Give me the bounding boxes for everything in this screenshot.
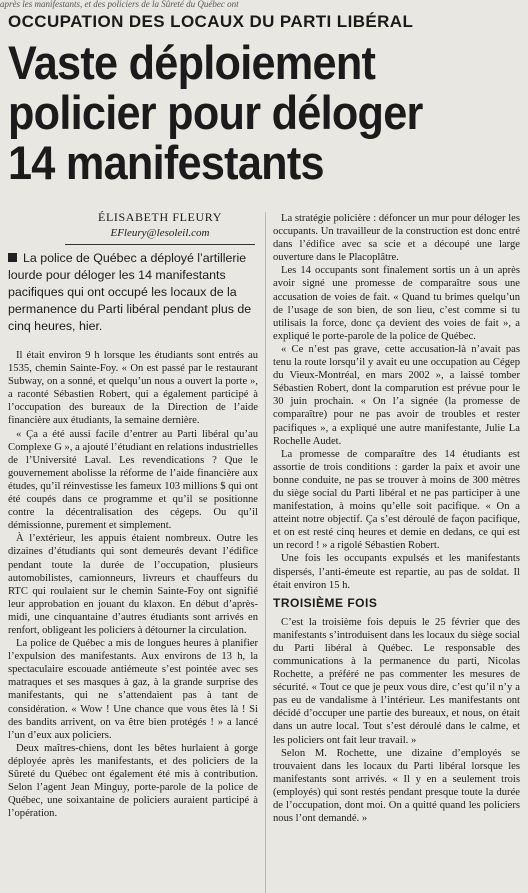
body-paragraph: Une fois les occupants expulsés et les manifestants dispersés, l’anti-émeute est repartie, au pas de soldat. Il était environ 15 h. — [273, 553, 520, 591]
left-body — [8, 349, 258, 820]
headline-line: policier pour déloger — [8, 86, 423, 139]
section-heading: TROISIÈME FOIS — [273, 595, 378, 610]
body-paragraph: La stratégie policière : défoncer un mur pour déloger les occupants. Un travailleur de la construction est donc entré dans l’édifice avec sa scie et a découpé une large ouverture dans le Placoplâtre. — [273, 213, 520, 264]
body-paragraph: La police de Québec a mis de longues heures à planifier l’expulsion des manifestants. Aux environs de 13 h, la spectaculaire escouade antiémeute s’est pointée avec ses matraques et ses masques à gaz, à la grande surprise des manifestants, qui ne s’attendaient pas à tant de considération. « Wow ! Une chance que vous êtes là ! Si des bandits arrivent, on va être bien protégés ! » a lancé l’un d’eux aux policiers. — [8, 638, 258, 741]
right-column — [273, 212, 520, 825]
lead-paragraph — [8, 250, 258, 335]
headline — [8, 38, 479, 188]
body-paragraph: C’est la troisième fois depuis le 25 février que des manifestants s’introduisent dans les locaux du siège social du Parti libéral à Québec. Le responsable des communications à la permanence du parti, Nicolas Rochette, a préféré ne pas commenter les mesures de sécurité. « Tout ce que je peux vous dire, c’est qu’il n’y a pas eu de vandalisme à l’intérieur. Les manifestants ont décidé d’occuper une partie des bureaux, et nous, on était dans un autre local. Tout s’est déroulé dans le calme, et les policiers ont fait leur travail. » — [273, 616, 520, 746]
headline-line: Vaste déploiement — [8, 36, 376, 89]
previous-article-clip: après les manifestants, et des policiers de la Sûreté du Québec ont — [0, 0, 239, 9]
body-paragraph: « Ça a été aussi facile d’entrer au Parti libéral qu’au Complexe G », a ajouté l’étudiant en relations industrielles de l’Université Laval. Les revendications ? Que le gouvernement abolisse la réforme de l’aide financière aux études, qu’il réinvestisse les fameux 103 millions $ qui ont été coupés dans ce programme et qu’il se positionne contre la décentralisation des cégeps. Ou qu’il démissionne, purement et simplement. — [8, 428, 258, 532]
body-paragraph: Les 14 occupants sont finalement sortis un à un après avoir signé une promesse de comparaître sous une accusation de voies de fait. « Quand tu brimes quelqu’un de l’usage de son bien, de son lieu, c’est comme si tu utilisais la force, donc ça devient des voies de fait », a expliqué le porte-parole de la police de Québec. — [273, 265, 520, 342]
body-paragraph: Selon M. Rochette, une dizaine d’employés se trouvaient dans les locaux du Parti libéral lorsque les manifestants sont arrivés. « Il y en a seulement trois (employés) qui sont restés pendant presque toute la durée de l’occupation, dont moi. On a quitté quand les policiers nous l’ont demandé. » — [273, 747, 520, 825]
right-body-bottom — [273, 616, 520, 826]
author-name: ÉLISABETH FLEURY — [98, 210, 222, 224]
body-paragraph: Deux maîtres-chiens, dont les bêtes hurlaient à gorge déployée après les manifestants, et des policiers de la Sûreté du Québec ont également été mis à contribution. Selon l’agent Jean Minguy, porte-parole de la police de Québec, une soixantaine de policiers auraient participé à l’opération. — [8, 742, 258, 820]
kicker: OCCUPATION DES LOCAUX DU PARTI LIBÉRAL — [8, 12, 414, 31]
byline — [60, 210, 260, 245]
right-body-top — [273, 212, 520, 592]
lead-text: La police de Québec a déployé l’artillerie lourde pour déloger les 14 manifestants pacifiques qui ont occupé les locaux de la permanence du Parti libéral pendant plus de cinq heures, hier. — [8, 251, 252, 333]
author-email: EFleury@lesoleil.com — [110, 227, 210, 239]
body-paragraph: « Ce n’est pas grave, cette accusation-là n’avait pas tenu la route lorsqu’il y avait eu une occupation au Cégep du Vieux-Montréal, en mars 2002 », a laissé tomber Sébastien Robert, dont la comparution est prévue pour le 30 juin prochain. « On l’a signée (la promesse de comparaître) pour ne pas avoir de troubles et rester pacifiques », a expliqué une autre manifestante, Julie La Rochelle Audet. — [273, 343, 520, 447]
body-paragraph: À l’extérieur, les appuis étaient nombreux. Outre les dizaines d’étudiants qui sont demeurés devant l’édifice pendant toute la durée de l’occupation, plusieurs automobilistes, camionneurs, livreurs et chauffeurs du RTC qui roulaient sur le chemin Sainte-Foy ont signifié leur approbation en jouant du klaxon. En début d’après-midi, une cinquantaine d’autres étudiants sont arrivés en renfort, obligeant les policiers à détourner la circulation. — [8, 533, 258, 636]
headline-line: 14 manifestants — [8, 136, 324, 189]
left-column — [8, 250, 258, 820]
byline-rule — [65, 244, 255, 245]
body-paragraph: Il était environ 9 h lorsque les étudiants sont entrés au 1535, chemin Sainte-Foy. « On est passé par le restaurant Subway, on a sonné, et quelqu’un nous a ouvert la porte », a raconté Sébastien Robert, qui a également participé à l’occupation des bureaux de la Direction de l’aide financière aux étudiants, la semaine dernière. — [8, 350, 258, 427]
column-divider — [265, 212, 266, 893]
bullet-square-icon — [8, 253, 17, 262]
body-paragraph: La promesse de comparaître des 14 étudiants est assortie de trois conditions : garder la paix et avoir une bonne conduite, ne pas se trouver à moins de 300 mètres du siège social du Parti libéral et ne pas participer à une manifestation, à moins qu’elle soit pacifique. « On a atteint notre objectif. Ça s’est déroulé de façon pacifique, et on est resté cinq heures et demie en dedans, ce qui est un record ! » a rigolé Sébastien Robert. — [273, 448, 520, 552]
